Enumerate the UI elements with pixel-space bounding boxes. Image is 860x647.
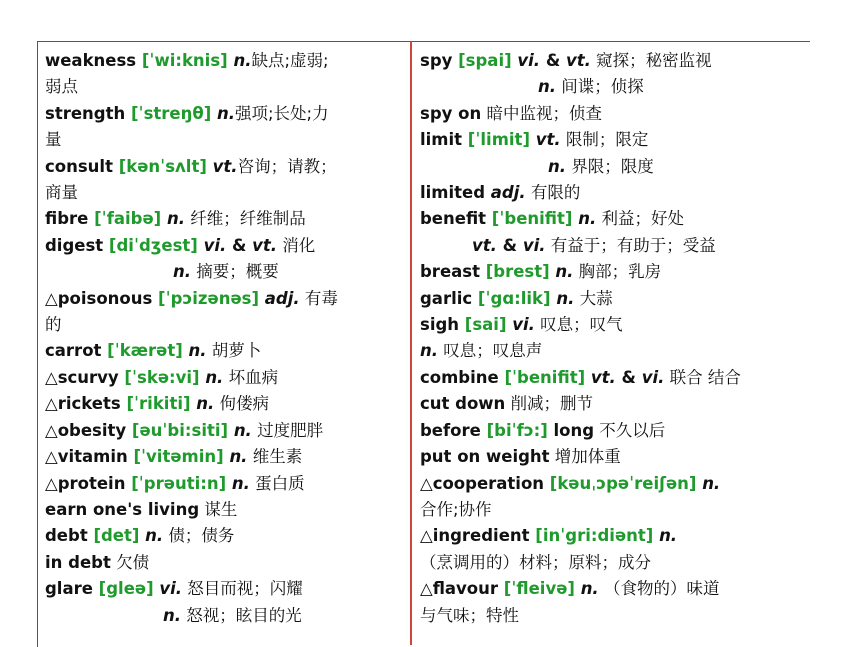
chinese-gloss: 谋生 xyxy=(199,499,238,519)
part-of-speech: adj. xyxy=(490,183,526,203)
phonetic: [ˈstreŋθ] xyxy=(125,103,217,123)
vocab-line xyxy=(420,550,806,576)
phonetic: [ˈbenifit] xyxy=(498,367,591,387)
chinese-gloss: 摘要；概要 xyxy=(191,262,279,282)
vocab-line xyxy=(420,471,806,497)
part-of-speech: vt. xyxy=(535,130,561,150)
vocab-line xyxy=(45,206,403,232)
vocab-line xyxy=(45,338,403,364)
chinese-gloss: 削减；删节 xyxy=(505,394,594,414)
phonetic: [inˈgri:diənt] xyxy=(529,526,660,546)
vocab-line xyxy=(420,233,806,259)
chinese-gloss: 与气味；特性 xyxy=(420,605,519,625)
part-of-speech: adj. xyxy=(264,288,300,308)
vocab-line xyxy=(420,312,806,338)
headword: strength xyxy=(45,103,126,123)
vocab-line xyxy=(45,233,403,259)
phonetic: [ˈrikiti] xyxy=(120,394,197,414)
chinese-gloss: 维生素 xyxy=(247,447,303,467)
vocab-line xyxy=(420,603,806,629)
phonetic: [ˈpɔizənəs] xyxy=(152,288,265,308)
part-of-speech: n. xyxy=(196,394,215,414)
chinese-gloss: 胡萝卜 xyxy=(206,341,262,361)
headword: △flavour xyxy=(420,579,499,599)
right-column xyxy=(420,48,806,629)
chinese-gloss: 有毒 xyxy=(299,288,338,308)
vocab-line xyxy=(45,74,403,100)
part-of-speech: n. xyxy=(659,526,678,546)
part-of-speech: n. xyxy=(556,288,575,308)
chinese-gloss: 增加体重 xyxy=(549,447,621,467)
headword: & xyxy=(226,235,253,255)
left-column xyxy=(45,48,403,629)
phonetic: [gleə] xyxy=(92,579,160,599)
chinese-gloss: 有限的 xyxy=(525,183,581,203)
headword: consult xyxy=(45,156,113,176)
phonetic: [ˈwi:knis] xyxy=(136,51,234,70)
headword: combine xyxy=(420,367,499,387)
vocab-line xyxy=(420,206,806,232)
vocab-line xyxy=(45,444,403,470)
phonetic: [diˈdʒest] xyxy=(103,235,204,255)
vocab-line xyxy=(420,418,806,444)
chinese-gloss: 限制；限定 xyxy=(560,130,649,150)
chinese-gloss: 间谍；侦探 xyxy=(556,77,644,97)
part-of-speech: n. xyxy=(216,103,235,123)
chinese-gloss: 弱点 xyxy=(45,77,78,97)
vocab-line xyxy=(45,154,403,180)
chinese-gloss: 量 xyxy=(45,130,62,150)
part-of-speech: n. xyxy=(163,605,182,625)
part-of-speech: n. xyxy=(538,77,557,97)
chinese-gloss: 界限；限度 xyxy=(566,156,654,176)
chinese-gloss: 叹息；叹气 xyxy=(534,315,623,335)
chinese-gloss: 胸部；乳房 xyxy=(573,262,662,282)
phonetic: [ˈvitəmin] xyxy=(127,447,230,467)
chinese-gloss: （食物的）味道 xyxy=(598,579,720,599)
chinese-gloss: 过度肥胖 xyxy=(251,420,324,440)
vocab-line xyxy=(420,523,806,549)
vocab-line xyxy=(420,127,806,153)
vocab-line xyxy=(45,365,403,391)
part-of-speech: n. xyxy=(173,262,192,282)
phonetic: [brest] xyxy=(479,262,556,282)
headword: debt xyxy=(45,526,88,546)
part-of-speech: n. xyxy=(420,341,439,361)
part-of-speech: vi. xyxy=(159,579,183,599)
part-of-speech: vi. xyxy=(522,235,546,255)
headword: digest xyxy=(45,235,104,255)
chinese-gloss: 不久以后 xyxy=(594,420,666,440)
chinese-gloss: 合作;协作 xyxy=(420,499,492,519)
chinese-gloss: 消化 xyxy=(277,235,316,255)
headword: put on weight xyxy=(420,447,550,467)
vocab-line xyxy=(45,180,403,206)
phonetic: [det] xyxy=(87,526,146,546)
phonetic: [ˈfleivə] xyxy=(498,579,581,599)
phonetic: [spai] xyxy=(452,51,518,70)
part-of-speech: n. xyxy=(233,51,252,70)
vocab-line xyxy=(420,444,806,470)
headword: limit xyxy=(420,130,463,150)
part-of-speech: vt. xyxy=(590,367,616,387)
chinese-gloss: 蛋白质 xyxy=(249,473,305,493)
phonetic: [ˈfaibə] xyxy=(88,209,167,229)
chinese-gloss: 有益于；有助于；受益 xyxy=(545,235,716,255)
vocab-line xyxy=(420,365,806,391)
part-of-speech: n. xyxy=(229,447,248,467)
vocab-line xyxy=(45,48,403,74)
vocab-line xyxy=(420,48,806,74)
part-of-speech: n. xyxy=(231,473,250,493)
headword: △rickets xyxy=(45,394,121,414)
headword: △vitamin xyxy=(45,447,128,467)
vocab-line xyxy=(45,550,403,576)
vocab-line xyxy=(45,576,403,602)
headword: △cooperation xyxy=(420,473,545,493)
vocab-line xyxy=(45,259,403,285)
part-of-speech: n. xyxy=(555,262,574,282)
part-of-speech: n. xyxy=(166,209,185,229)
vocab-line xyxy=(420,391,806,417)
part-of-speech: vi. xyxy=(203,235,227,255)
vocab-line xyxy=(45,391,403,417)
vocab-line xyxy=(420,180,806,206)
part-of-speech: vi. xyxy=(512,315,535,335)
chinese-gloss: 联合 结合 xyxy=(664,367,741,387)
vocab-line xyxy=(420,497,806,523)
part-of-speech: n. xyxy=(548,156,567,176)
vocab-line xyxy=(420,74,806,100)
chinese-gloss: （烹调用的）材料；原料；成分 xyxy=(420,552,651,572)
part-of-speech: n. xyxy=(145,526,164,546)
vocab-line xyxy=(420,101,806,127)
part-of-speech: n. xyxy=(205,367,224,387)
vocab-line xyxy=(420,154,806,180)
vocab-line xyxy=(45,523,403,549)
headword: sigh xyxy=(420,315,460,335)
headword: △protein xyxy=(45,473,126,493)
phonetic: [sai] xyxy=(459,315,513,335)
part-of-speech: n. xyxy=(188,341,207,361)
phonetic: [kənˈsʌlt] xyxy=(112,156,213,176)
headword: △obesity xyxy=(45,420,127,440)
phonetic: [ˈgɑ:lik] xyxy=(472,288,557,308)
vocab-line xyxy=(420,259,806,285)
part-of-speech: vt. xyxy=(472,235,497,255)
column-divider xyxy=(410,41,412,645)
headword: weakness xyxy=(45,51,137,70)
chinese-gloss: 咨询；请教； xyxy=(237,156,337,176)
headword: garlic xyxy=(420,288,473,308)
part-of-speech: n. xyxy=(580,579,599,599)
chinese-gloss: 纤维；纤维制品 xyxy=(184,209,306,229)
vocab-line xyxy=(420,286,806,312)
part-of-speech: n. xyxy=(578,209,597,229)
chinese-gloss: 暗中监视；侦查 xyxy=(481,103,602,123)
phonetic: [kəuˌɔpəˈreiʃən] xyxy=(544,473,703,493)
phonetic: [ˈbenifit] xyxy=(486,209,579,229)
headword: spy xyxy=(420,51,453,70)
chinese-gloss: 窥探；秘密监视 xyxy=(590,51,712,70)
chinese-gloss: 坏血病 xyxy=(223,367,279,387)
vocab-line xyxy=(420,338,806,364)
headword: in debt xyxy=(45,552,111,572)
headword: & xyxy=(540,51,566,70)
headword: & xyxy=(496,235,523,255)
phonetic: [biˈfɔ:] xyxy=(480,420,554,440)
vocab-line xyxy=(45,127,403,153)
headword: cut down xyxy=(420,394,506,414)
part-of-speech: vt. xyxy=(252,235,278,255)
chinese-gloss: 缺点;虚弱; xyxy=(251,51,329,70)
phonetic: [ˈprəuti:n] xyxy=(125,473,232,493)
phonetic: [ˈkærət] xyxy=(101,341,189,361)
headword: △ingredient xyxy=(420,526,530,546)
chinese-gloss: 利益；好处 xyxy=(596,209,684,229)
chinese-gloss: 欠债 xyxy=(110,552,150,572)
vocab-line xyxy=(45,286,403,312)
vocab-line xyxy=(45,312,403,338)
vocab-line xyxy=(45,471,403,497)
headword: glare xyxy=(45,579,93,599)
headword: △poisonous xyxy=(45,288,153,308)
part-of-speech: vi. xyxy=(641,367,665,387)
phonetic: [ˈlimit] xyxy=(462,130,536,150)
headword: breast xyxy=(420,262,480,282)
headword: fibre xyxy=(45,209,89,229)
phonetic: [ˈskə:vi] xyxy=(118,367,206,387)
part-of-speech: vt. xyxy=(212,156,238,176)
chinese-gloss: 的 xyxy=(45,315,62,335)
headword: & xyxy=(615,367,642,387)
headword: carrot xyxy=(45,341,102,361)
headword: earn one's living xyxy=(45,499,200,519)
vocab-line xyxy=(45,497,403,523)
part-of-speech: vi. xyxy=(517,51,541,70)
chinese-gloss: 怒目而视；闪耀 xyxy=(182,579,303,599)
vocab-line xyxy=(45,101,403,127)
headword: before xyxy=(420,420,481,440)
phonetic: [əuˈbi:siti] xyxy=(126,420,234,440)
part-of-speech: n. xyxy=(233,420,252,440)
headword: △scurvy xyxy=(45,367,119,387)
chinese-gloss: 叹息；叹息声 xyxy=(438,341,543,361)
vocab-line xyxy=(420,576,806,602)
chinese-gloss: 商量 xyxy=(45,183,78,203)
headword: spy on xyxy=(420,103,482,123)
vocab-line xyxy=(45,603,403,629)
chinese-gloss: 佝偻病 xyxy=(214,394,270,414)
chinese-gloss: 强项;长处;力 xyxy=(235,103,329,123)
chinese-gloss: 债；债务 xyxy=(163,526,235,546)
part-of-speech: vt. xyxy=(565,51,591,70)
headword: limited xyxy=(420,183,491,203)
chinese-gloss: 怒视；眩目的光 xyxy=(181,605,302,625)
headword: benefit xyxy=(420,209,487,229)
part-of-speech: n. xyxy=(702,473,721,493)
chinese-gloss: 大蒜 xyxy=(574,288,613,308)
vocab-line xyxy=(45,418,403,444)
headword: long xyxy=(553,420,595,440)
